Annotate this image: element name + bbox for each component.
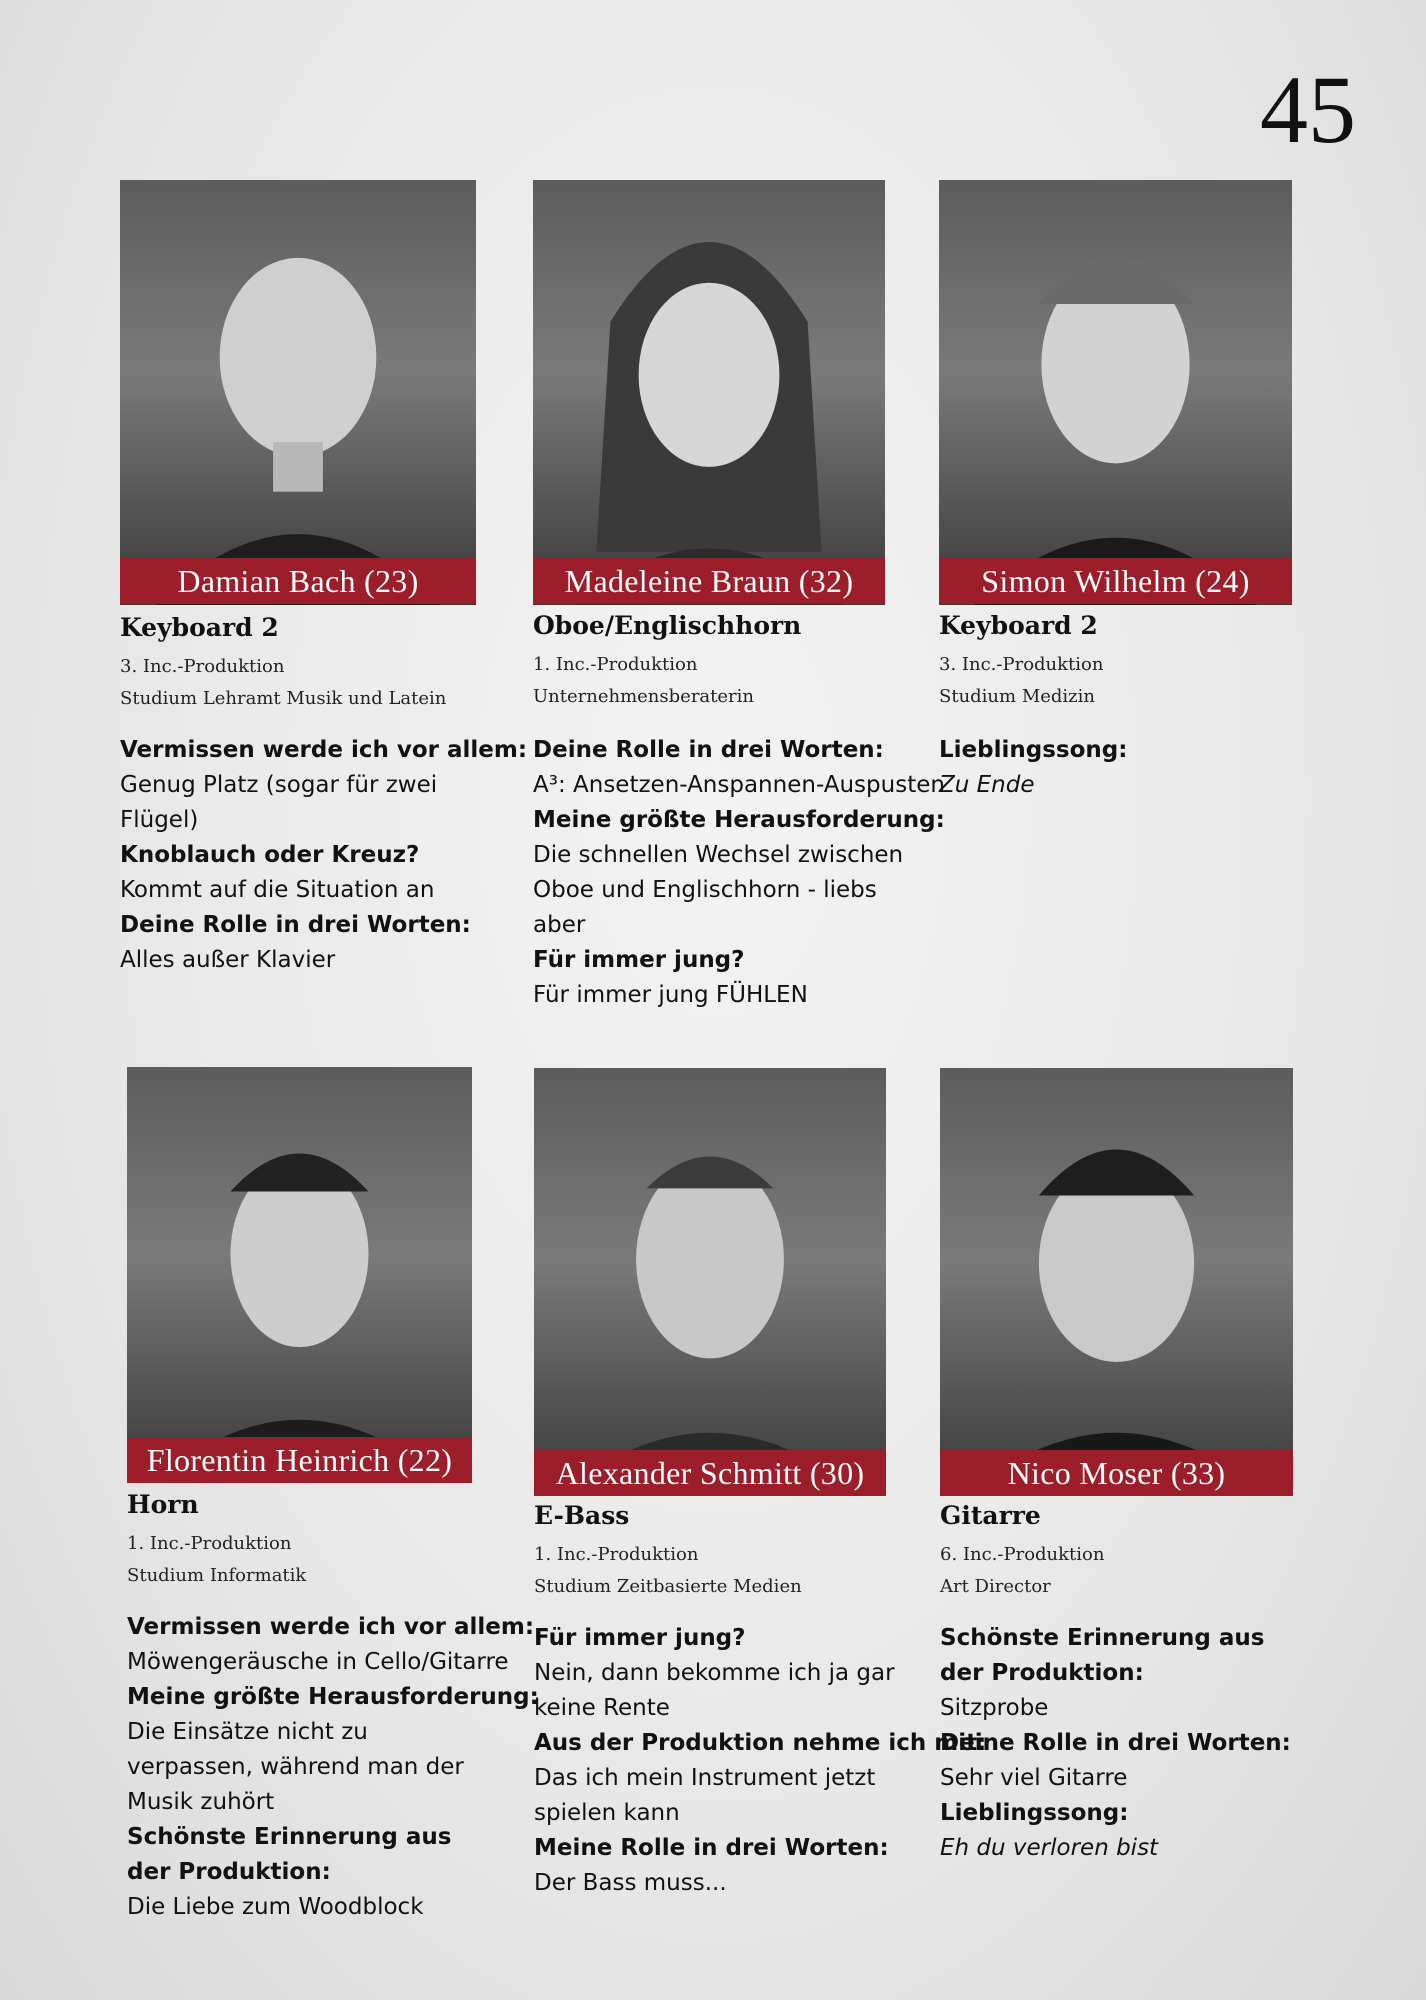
- question: Für immer jung?: [534, 1625, 746, 1651]
- occupation: Unternehmensberaterin: [533, 686, 754, 707]
- qa-section: [534, 1621, 987, 1901]
- occupation: Art Director: [940, 1576, 1051, 1597]
- production-count: 6. Inc.-Produktion: [940, 1544, 1105, 1565]
- question: Aus der Produktion nehme ich mit:: [534, 1730, 987, 1756]
- answer: Die schnellen Wechsel zwischen Oboe und Englischhorn - liebs aber: [533, 842, 904, 938]
- name-label: Alexander Schmitt (30): [534, 1450, 886, 1496]
- qa-section: [533, 733, 943, 1013]
- answer: A³: Ansetzen-Anspannen-Auspusten: [533, 772, 945, 798]
- question: Deine Rolle in drei Worten:: [940, 1730, 1291, 1756]
- occupation: Studium Informatik: [127, 1565, 307, 1586]
- portrait-photo: [939, 180, 1292, 605]
- answer: Die Einsätze nicht zu verpassen, während man der Musik zuhört: [127, 1719, 464, 1815]
- occupation: Studium Medizin: [939, 686, 1096, 707]
- question: Meine größte Herausforderung:: [533, 807, 945, 833]
- answer: Möwengeräusche in Cello/Gitarre: [127, 1649, 509, 1675]
- production-count: 1. Inc.-Produktion: [534, 1544, 699, 1565]
- question: Vermissen werde ich vor allem:: [120, 737, 528, 763]
- question: Schönste Erinnerung aus der Produktion:: [127, 1824, 452, 1885]
- qa-section: [939, 733, 1279, 803]
- instrument-role: E-Bass: [534, 1501, 630, 1530]
- answer: Eh du verloren bist: [940, 1835, 1159, 1861]
- answer: Genug Platz (sogar für zwei Flügel): [120, 772, 438, 833]
- answer: Sehr viel Gitarre: [940, 1765, 1128, 1791]
- question: Meine Rolle in drei Worten:: [534, 1835, 889, 1861]
- answer: Kommt auf die Situation an: [120, 877, 435, 903]
- portrait-photo: [127, 1067, 472, 1482]
- instrument-role: Horn: [127, 1490, 199, 1519]
- answer: Der Bass muss...: [534, 1870, 727, 1896]
- page-number: 45: [1260, 56, 1356, 163]
- portrait-photo: [533, 180, 885, 605]
- instrument-role: Gitarre: [940, 1501, 1041, 1530]
- portrait-photo: [120, 180, 476, 605]
- answer: Das ich mein Instrument jetzt spielen kann: [534, 1765, 876, 1826]
- qa-section: [120, 733, 528, 978]
- instrument-role: Keyboard 2: [939, 611, 1098, 640]
- name-label: Damian Bach (23): [120, 558, 476, 604]
- production-count: 3. Inc.-Produktion: [120, 656, 285, 677]
- question: Schönste Erinnerung aus der Produktion:: [940, 1625, 1265, 1686]
- question: Für immer jung?: [533, 947, 745, 973]
- answer: Sitzprobe: [940, 1695, 1049, 1721]
- portrait-photo: [534, 1068, 886, 1493]
- question: Deine Rolle in drei Worten:: [533, 737, 884, 763]
- question: Lieblingssong:: [939, 737, 1128, 763]
- name-label: Florentin Heinrich (22): [127, 1437, 472, 1483]
- production-count: 1. Inc.-Produktion: [533, 654, 698, 675]
- qa-section: [127, 1610, 539, 1925]
- question: Vermissen werde ich vor allem:: [127, 1614, 535, 1640]
- qa-section: [940, 1621, 1291, 1866]
- production-count: 1. Inc.-Produktion: [127, 1533, 292, 1554]
- question: Knoblauch oder Kreuz?: [120, 842, 420, 868]
- production-count: 3. Inc.-Produktion: [939, 654, 1104, 675]
- portrait-photo: [940, 1068, 1293, 1493]
- instrument-role: Oboe/Englischhorn: [533, 611, 802, 640]
- question: Deine Rolle in drei Worten:: [120, 912, 471, 938]
- answer: Die Liebe zum Woodblock: [127, 1894, 424, 1920]
- occupation: Studium Zeitbasierte Medien: [534, 1576, 802, 1597]
- name-label: Nico Moser (33): [940, 1450, 1293, 1496]
- answer: Zu Ende: [939, 772, 1035, 798]
- name-label: Madeleine Braun (32): [533, 558, 885, 604]
- occupation: Studium Lehramt Musik und Latein: [120, 688, 447, 709]
- answer: Für immer jung FÜHLEN: [533, 982, 808, 1008]
- instrument-role: Keyboard 2: [120, 613, 279, 642]
- name-label: Simon Wilhelm (24): [939, 558, 1292, 604]
- answer: Alles außer Klavier: [120, 947, 336, 973]
- answer: Nein, dann bekomme ich ja gar keine Rente: [534, 1660, 895, 1721]
- question: Lieblingssong:: [940, 1800, 1129, 1826]
- question: Meine größte Herausforderung:: [127, 1684, 539, 1710]
